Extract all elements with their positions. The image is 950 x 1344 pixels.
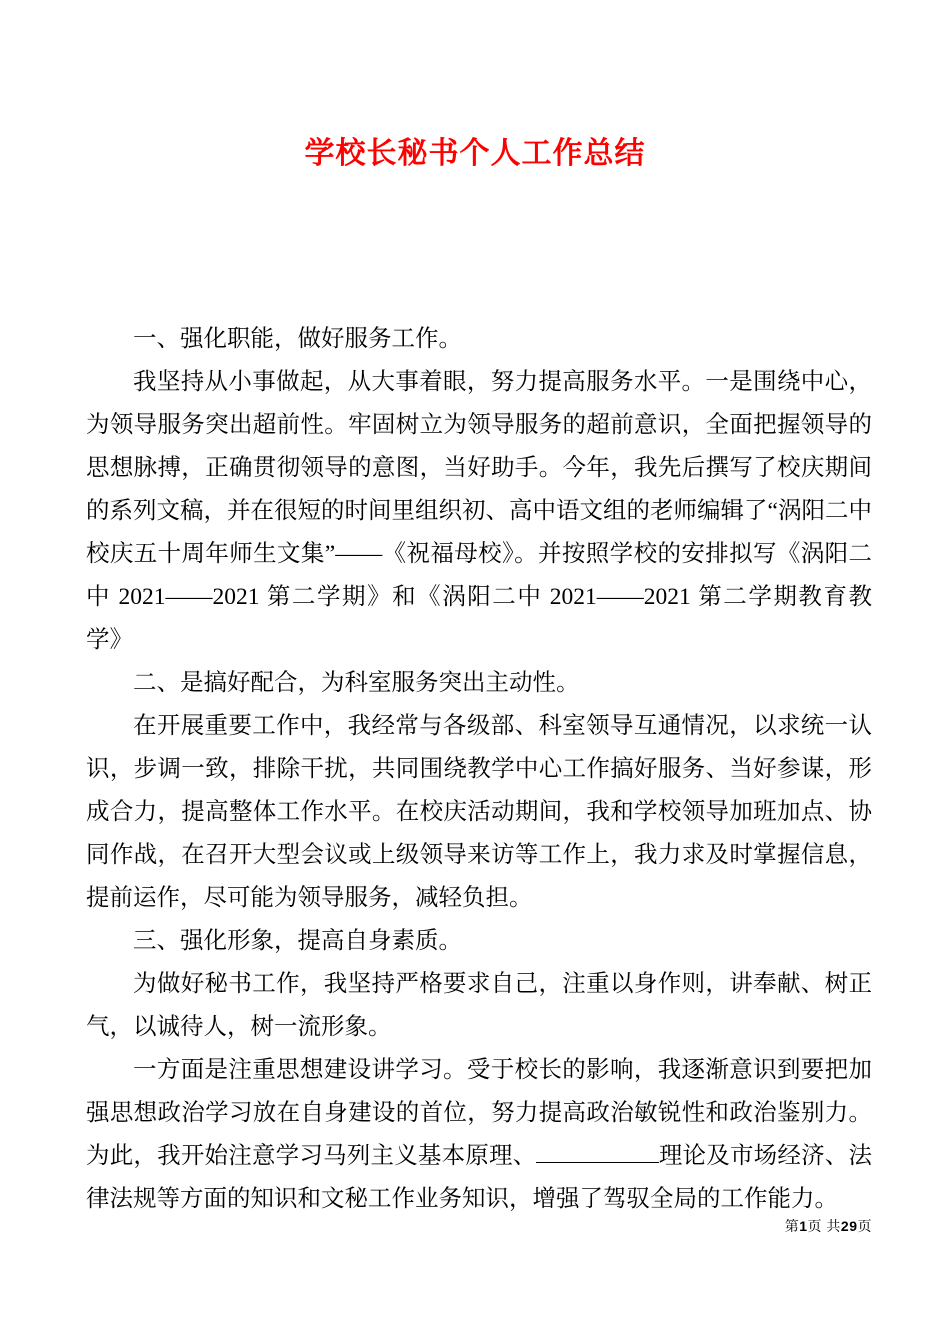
footer-current-page: 1 [799, 1218, 808, 1234]
document-body [86, 318, 872, 1221]
footer-prefix: 第 [784, 1218, 800, 1234]
paragraph-7-text-start: 一方面是注重思想建设讲学习。受于校长的影响，我逐渐意识到要把加强思想政治学习放在自身建设的首位，努力提高政治敏锐性和政治鉴别力。为此，我开始注意学习马列主义基本原理、 [86, 1057, 872, 1169]
paragraph-2: 我坚持从小事做起，从大事着眼，努力提高服务水平。一是围绕中心，为领导服务突出超前性。牢固树立为领导服务的超前意识，全面把握领导的思想脉搏，正确贯彻领导的意图，当好助手。今年，我先后撰写了校庆期间的系列文稿，并在很短的时间里组织初、高中语文组的老师编辑了“涡阳二中校庆五十周年师生文集”——《祝福母校》。并按照学校的安排拟写《涡阳二中 2021——2021 第二学期》和《涡阳二中 2021——2021 第二学期教育教学》 [86, 369, 872, 653]
paragraph-5: 三、强化形象，提高自身素质。 [133, 928, 462, 954]
page-title: 学校长秘书个人工作总结 [304, 137, 646, 170]
paragraph-7-text-end: 理论及市场经济、法律法规等方面的知识和文秘工作业务知识，增强了驾驭全局的工作能力。 [86, 1143, 873, 1212]
footer-suffix: 页 [857, 1218, 872, 1234]
paragraph-1: 一、强化职能，做好服务工作。 [133, 326, 462, 352]
paragraph-7 [86, 1049, 872, 1221]
footer-total-pages: 29 [840, 1218, 858, 1234]
blank-underline [536, 1162, 658, 1163]
paragraph-3: 二、是搞好配合，为科室服务突出主动性。 [133, 670, 580, 696]
paragraph-6: 为做好秘书工作，我坚持严格要求自己，注重以身作则，讲奉献、树正气，以诚待人，树一流形象。 [86, 971, 872, 1040]
paragraph-4: 在开展重要工作中，我经常与各级部、科室领导互通情况，以求统一认识，步调一致，排除干扰，共同围绕教学中心工作搞好服务、当好参谋，形成合力，提高整体工作水平。在校庆活动期间，我和学校领导加班加点、协同作战，在召开大型会议或上级领导来访等工作上，我力求及时掌握信息，提前运作，尽可能为领导服务，减轻负担。 [86, 713, 872, 911]
page-footer [785, 1216, 872, 1236]
footer-middle: 页 共 [807, 1218, 841, 1234]
